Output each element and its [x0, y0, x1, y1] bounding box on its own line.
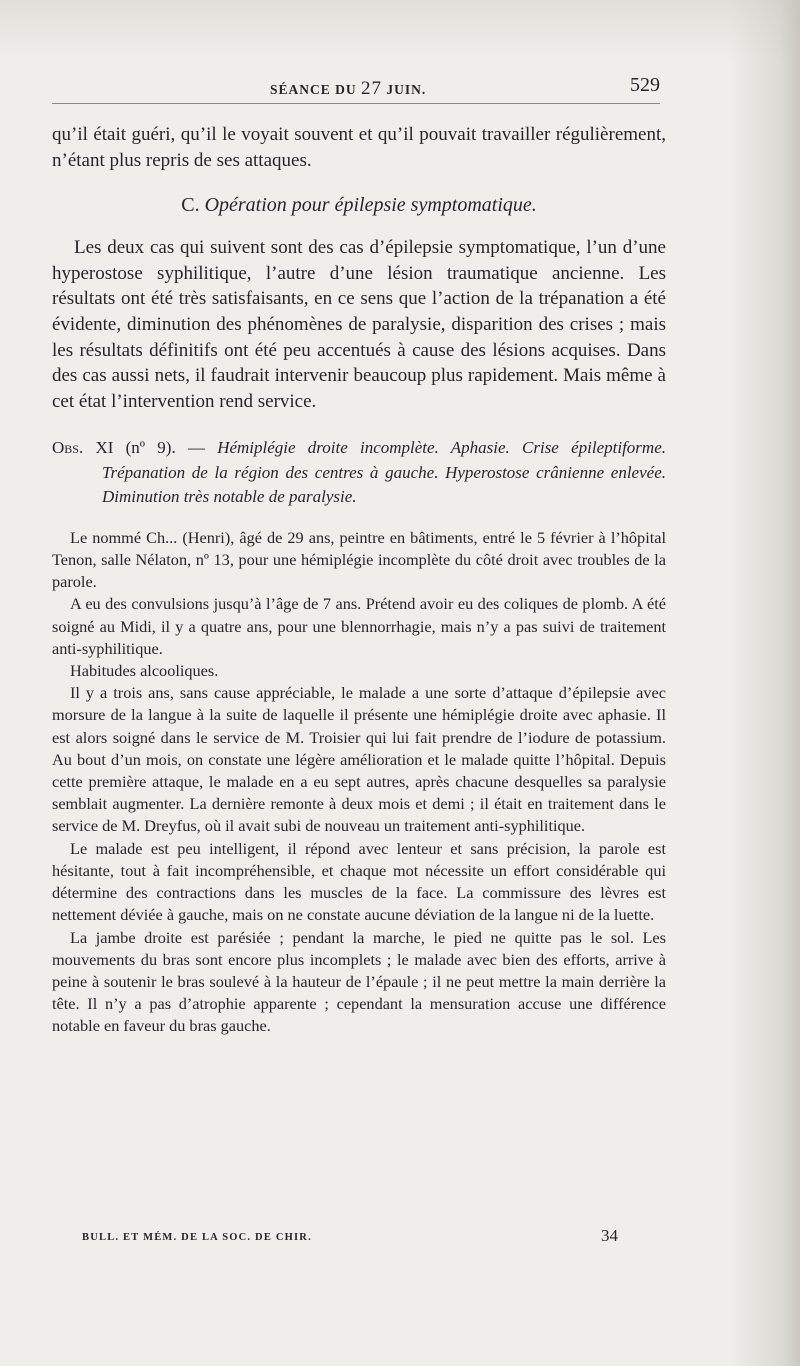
- section-intro-paragraph: Les deux cas qui suivent sont des cas d’épilepsie symptomatique, l’un d’une hyperostose syphilitique, l’autre d’une lésion traumatique ancienne. Les résultats ont été très satisfaisants, en ce sens que l’action de la trépanation a été évidente, diminution des phénomènes de paralysie, disparition des crises ; mais les résultats définitifs ont été peu accentués à cause des lésions acquises. Dans des cas aussi nets, il faudrait intervenir beaucoup plus rapidement. Mais même à cet état l’intervention rend service.: [52, 237, 666, 412]
- observation-title: Hémiplégie droite incomplète. Aphasie. Crise épileptiforme. Trépanation de la région des centres à gauche. Hyperostose crânienne enlevée. Diminution très notable de paralysie.: [102, 438, 666, 507]
- observation-label: Obs.: [52, 438, 84, 458]
- case-paragraph: Habitudes alcooliques.: [70, 661, 219, 681]
- section-letter: C.: [181, 194, 200, 217]
- running-title-suffix: JUIN.: [382, 82, 427, 97]
- page-edge-shading-right: [730, 0, 800, 1366]
- journal-footer: BULL. ET MÉM. DE LA SOC. DE CHIR.: [82, 1232, 312, 1243]
- section-heading: [52, 192, 666, 218]
- page-header: [52, 74, 660, 104]
- body-text: [52, 122, 666, 1038]
- continuation-paragraph: qu’il était guéri, qu’il le voyait souvent et qu’il pouvait travailler régulièrement, n’étant plus repris de ses attaques.: [52, 124, 666, 171]
- page-number: 529: [630, 74, 660, 96]
- observation-heading: [52, 436, 666, 510]
- running-title: [270, 78, 426, 100]
- observation-number: XI (nº 9). —: [83, 438, 218, 458]
- page-footer: [82, 1226, 618, 1250]
- case-paragraph: Le malade est peu intelligent, il répond avec lenteur et sans précision, la parole est hésitante, tout à fait incompréhensible, et chaque mot nécessite un effort considérable qui détermine des contractions dans les muscles de la face. La commissure des lèvres est nettement déviée à gauche, mais on ne constate aucune déviation de la langue ni de la luette.: [52, 838, 666, 925]
- running-title-day: 27: [361, 78, 383, 99]
- case-paragraph: La jambe droite est parésiée ; pendant la marche, le pied ne quitte pas le sol. Les mouvements du bras sont encore plus incomplets ; le malade avec bien des efforts, arrive à peine à soutenir le bras soulevé à la hauteur de l’épaule ; il ne peut mettre la main derrière la tête. Il n’y a pas d’atrophie apparente ; cependant la mensuration accuse une différence notable en faveur du bras gauche.: [52, 927, 666, 1036]
- case-paragraph: Il y a trois ans, sans cause appréciable, le malade a une sorte d’attaque d’épilepsie avec morsure de la langue à la suite de laquelle il présente une hémiplégie droite avec aphasie. Il est alors soigné dans le service de M. Troisier qui lui fait prendre de l’iodure de potassium. Au bout d’un mois, on constate une légère amélioration et le malade quitte l’hôpital. Depuis cette première attaque, le malade en a eu sept autres, après chacune desquelles sa paralysie semblait augmenter. La dernière remonte à deux mois et demi ; il était en traitement dans le service de M. Dreyfus, où il avait subi de nouveau un traitement anti-syphilitique.: [52, 683, 666, 836]
- header-rule: [52, 103, 660, 104]
- case-paragraph: Le nommé Ch... (Henri), âgé de 29 ans, peintre en bâtiments, entré le 5 février à l’hôpital Tenon, salle Nélaton, nº 13, pour une hémiplégie incomplète du côté droit avec troubles de la parole.: [52, 527, 666, 592]
- signature-mark: 34: [601, 1226, 618, 1245]
- page-edge-shading-top: [0, 0, 800, 60]
- section-title: Opération pour épilepsie symptomatique.: [204, 194, 537, 217]
- case-paragraph: A eu des convulsions jusqu’à l’âge de 7 ans. Prétend avoir eu des coliques de plomb. A été soigné au Midi, il y a quatre ans, pour une blennorrhagie, mais n’y a pas suivi de traitement anti-syphilitique.: [52, 594, 666, 658]
- running-title-prefix: SÉANCE DU: [270, 82, 362, 97]
